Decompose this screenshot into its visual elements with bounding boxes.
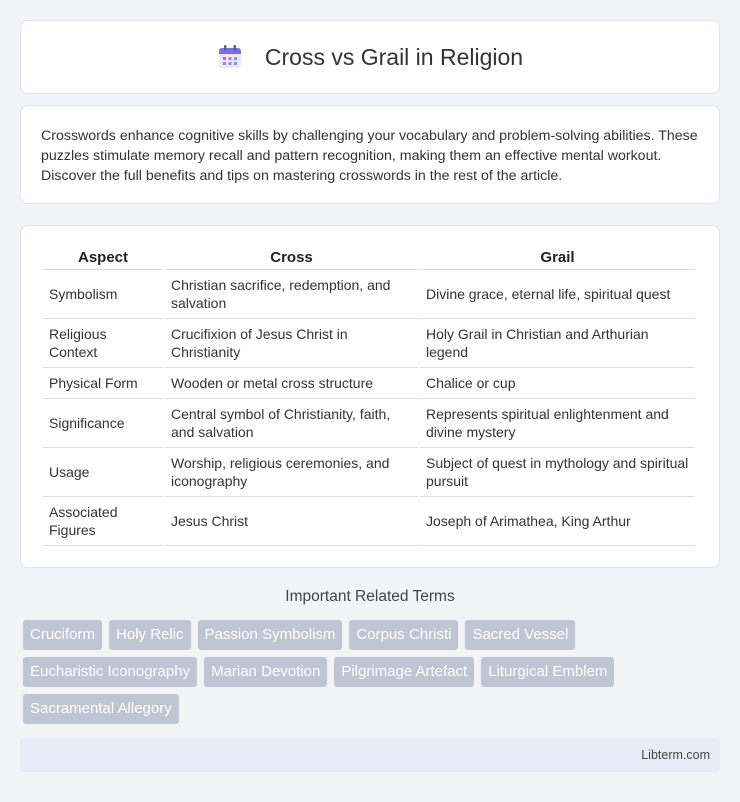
- calendar-icon: [217, 44, 243, 70]
- cell-cross: Central symbol of Christianity, faith, and salvation: [165, 399, 418, 448]
- table-row: [43, 448, 695, 497]
- cell-grail: Holy Grail in Christian and Arthurian legend: [420, 319, 695, 368]
- cell-grail: Subject of quest in mythology and spiritual pursuit: [420, 448, 695, 497]
- header-aspect: Aspect: [43, 246, 163, 270]
- cell-cross: Wooden or metal cross structure: [165, 368, 418, 399]
- cell-aspect: Significance: [43, 399, 163, 448]
- cell-aspect: Associated Figures: [43, 497, 163, 546]
- tag[interactable]: Cruciform: [23, 620, 102, 650]
- table-row: [43, 497, 695, 546]
- cell-cross: Christian sacrifice, redemption, and salvation: [165, 270, 418, 319]
- table-row: [43, 399, 695, 448]
- tag[interactable]: Passion Symbolism: [198, 620, 343, 650]
- cell-aspect: Religious Context: [43, 319, 163, 368]
- tag[interactable]: Holy Relic: [109, 620, 191, 650]
- tag[interactable]: Sacred Vessel: [465, 620, 575, 650]
- cell-aspect: Symbolism: [43, 270, 163, 319]
- tag[interactable]: Liturgical Emblem: [481, 657, 614, 687]
- table-header-row: [43, 246, 695, 270]
- tag[interactable]: Sacramental Allegory: [23, 694, 179, 724]
- tag[interactable]: Marian Devotion: [204, 657, 327, 687]
- cell-grail: Chalice or cup: [420, 368, 695, 399]
- header-grail: Grail: [420, 246, 695, 270]
- tag[interactable]: Eucharistic Iconography: [23, 657, 197, 687]
- related-tags: [23, 620, 723, 724]
- footer: [20, 738, 720, 772]
- cell-cross: Worship, religious ceremonies, and iconography: [165, 448, 418, 497]
- table-row: [43, 368, 695, 399]
- intro-paragraph: Crosswords enhance cognitive skills by challenging your vocabulary and problem-solving abilities. These puzzles stimulate memory recall and pattern recognition, making them an effective mental workout. Discover the full benefits and tips on mastering crosswords in the rest of the article.: [41, 128, 698, 184]
- cell-grail: Divine grace, eternal life, spiritual quest: [420, 270, 695, 319]
- intro-card: [20, 105, 720, 204]
- cell-aspect: Physical Form: [43, 368, 163, 399]
- related-terms-title: Important Related Terms: [285, 588, 455, 605]
- cell-grail: Represents spiritual enlightenment and divine mystery: [420, 399, 695, 448]
- title-card: [20, 20, 720, 94]
- page-title: Cross vs Grail in Religion: [264, 43, 524, 70]
- cell-cross: Jesus Christ: [165, 497, 418, 546]
- cell-cross: Crucifixion of Jesus Christ in Christianity: [165, 319, 418, 368]
- table-row: [43, 270, 695, 319]
- header-cross: Cross: [165, 246, 418, 270]
- comparison-table: [41, 246, 697, 546]
- table-row: [43, 319, 695, 368]
- footer-brand-link[interactable]: Libterm.com: [641, 748, 710, 762]
- comparison-card: [20, 225, 720, 568]
- tag[interactable]: Corpus Christi: [349, 620, 458, 650]
- cell-grail: Joseph of Arimathea, King Arthur: [420, 497, 695, 546]
- cell-aspect: Usage: [43, 448, 163, 497]
- tag[interactable]: Pilgrimage Artefact: [334, 657, 474, 687]
